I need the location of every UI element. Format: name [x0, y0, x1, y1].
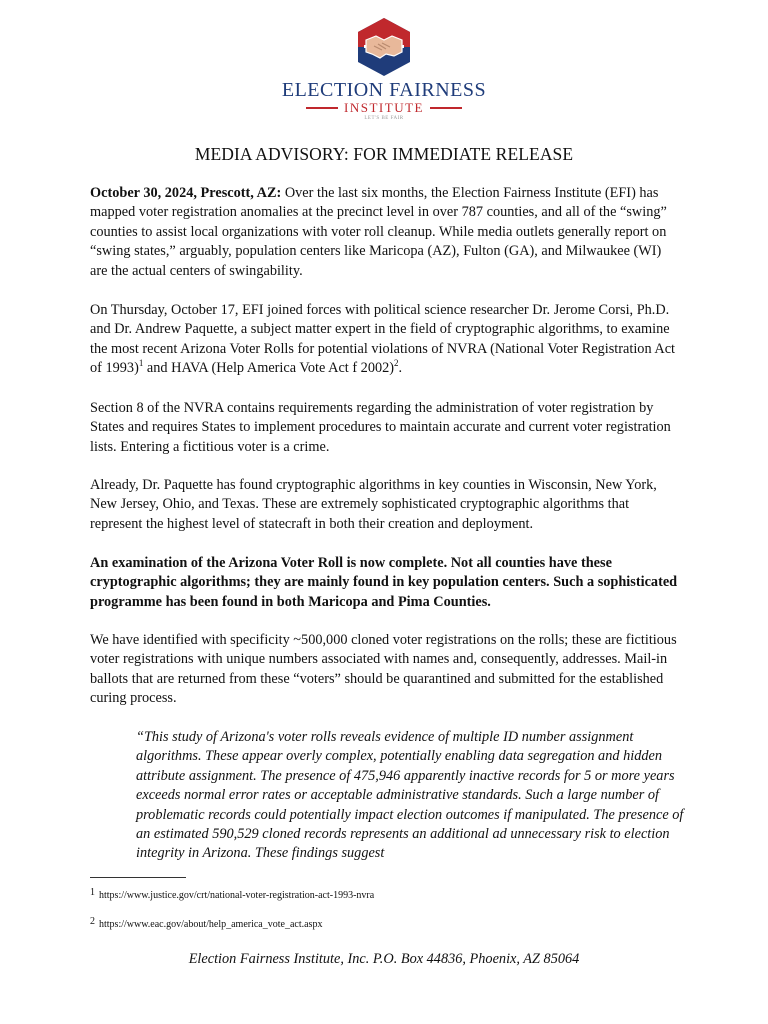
paragraph-algorithms: Already, Dr. Paquette has found cryptographic algorithms in key counties in Wisconsin, New York, New Jersey, Ohio, and Texas. These are extremely sophisticated cryptographic algorithms that represent the highest level of statecraft in both their creation and deployment. [90, 477, 657, 532]
paragraph-arizona-findings: An examination of the Arizona Voter Roll is now complete. Not all counties have these cryptographic algorithms; they are mainly found in key population centers. Such a sophisticated programme has been found in both Maricopa and Pima Counties. [90, 555, 678, 610]
logo-divider-left [306, 107, 338, 109]
paragraph-intro [90, 184, 680, 281]
logo-subtitle: INSTITUTE [344, 100, 424, 115]
page-title: MEDIA ADVISORY: FOR IMMEDIATE RELEASE [194, 144, 574, 164]
logo-tagline: LET'S BE FAIR [364, 116, 404, 121]
footnote-link[interactable]: https://www.eac.gov/about/help_america_vote_act.aspx [99, 919, 323, 930]
paragraph-partnership-text-a: On Thursday, October 17, EFI joined forces with political science researcher Dr. Jerome Corsi, Ph.D. and Dr. Andrew Paquette, a subject matter expert in the field of cryptographic algorithms, to examine the most recent Arizona Voter Rolls for potential violations of NVRA (National Voter Registration Act of 1993) [90, 302, 676, 377]
footnote-link[interactable]: https://www.justice.gov/crt/national-voter-registration-act-1993-nvra [99, 890, 375, 901]
footnote-ref-1: 1 [138, 358, 144, 369]
footnote-number: 2 [90, 916, 95, 927]
paragraph-partnership [90, 301, 680, 379]
footnote-divider [90, 877, 186, 878]
footnote-number: 1 [90, 887, 95, 898]
paragraph-intro-body: Over the last six months, the Election Fairness Institute (EFI) has mapped voter registration anomalies at the precinct level in over 787 counties, and all of the “swing” counties to assist local organizations with voter roll cleanup. While media outlets generally report on “swing states,” arguably, population centers like Maricopa (AZ), Fulton (GA), and Milwaukee (WI) are the actual centers of swingability. [90, 185, 667, 279]
paragraph-nvra: Section 8 of the NVRA contains requirements regarding the administration of voter registration by States and requires States to implement procedures to maintain accurate and current voter registration lists. Entering a fictitious voter is a crime. [90, 400, 671, 455]
logo-subtitle-row [280, 101, 488, 115]
footnote-ref-2: 2 [394, 358, 399, 369]
block-quote: “This study of Arizona's voter rolls reveals evidence of multiple ID number assignment algorithms. These appear overly complex, potentially enabling data segregation and hidden attribute assignment. The presence of 475,946 apparently inactive records for 5 or more years exceeds normal error rates or acceptable administrative standards. Such a large number of problematic records could potentially impact election outcomes if manipulated. The presence of an estimated 590,529 cloned records represents an additional ad unnecessary risk to election integrity in Arizona. These findings suggest [136, 729, 684, 862]
page-footer-address: Election Fairness Institute, Inc. P.O. Box 44836, Phoenix, AZ 85064 [188, 951, 580, 967]
logo-divider-right [430, 107, 462, 109]
paragraph-partnership-text-b: and HAVA (Help America Vote Act f 2002) [143, 360, 395, 377]
dateline: October 30, 2024, Prescott, AZ: [90, 185, 282, 201]
footnote-2 [90, 916, 322, 930]
logo-title: ELECTION FAIRNESS [281, 79, 487, 101]
institute-logo [280, 16, 488, 132]
handshake-hexagon-icon [356, 16, 412, 78]
paragraph-partnership-text-c: . [398, 360, 403, 377]
paragraph-cloned-registrations: We have identified with specificity ~500,000 cloned voter registrations on the rolls; these are fictitious voter registrations with unique numbers associated with names and, consequently, addresses. Mail-in ballots that are returned from these “voters” should be quarantined and submitted for the established curing process. [90, 632, 677, 707]
footnote-1 [90, 887, 374, 901]
